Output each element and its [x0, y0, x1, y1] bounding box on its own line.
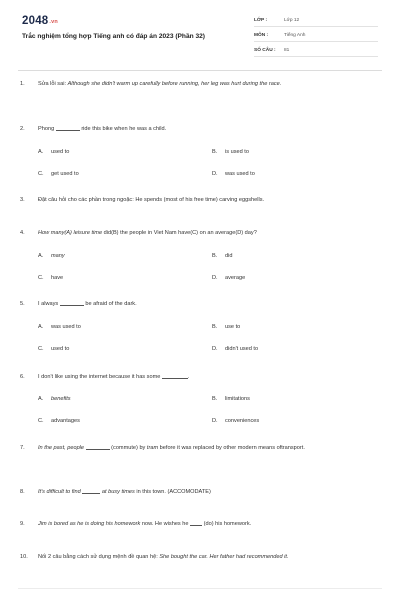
option-d[interactable]: D. conveniences	[212, 418, 260, 424]
question-6: 6. I don't like using the internet because it has some .	[20, 374, 190, 380]
question-8: 8. It's difficult to find at busy times in this town. (ACCOMODATE)	[20, 489, 211, 495]
page-cutoff-divider	[18, 588, 382, 589]
option-c[interactable]: C. get used to	[38, 171, 79, 177]
option-c[interactable]: C. advantages	[38, 418, 80, 424]
meta-subject: MÔN : Tiếng Anh	[254, 30, 378, 42]
question-5: 5. I always be afraid of the dark.	[20, 301, 137, 307]
question-7: 7. In the past, people (commute) by tram before it was replaced by other modern means oftransport.	[20, 445, 305, 451]
option-d[interactable]: D. was used to	[212, 171, 255, 177]
option-c[interactable]: C. used to	[38, 346, 70, 352]
page-header	[0, 0, 400, 66]
answer-blank	[190, 520, 202, 526]
question-2: 2. Phong ride this bike when he was a child.	[20, 126, 167, 132]
question-10: 10. Nối 2 câu bằng cách sử dụng mệnh đề quan hệ: She bought the car. Her father had recommended it.	[20, 554, 289, 560]
answer-blank	[86, 444, 110, 450]
question-1: 1. Sửa lỗi sai: Although she didn't warm up carefully before running, her leg was hurt during the race.	[20, 81, 282, 87]
option-b[interactable]: B. limitations	[212, 396, 250, 402]
option-a[interactable]: A. benefits	[38, 396, 71, 402]
question-9: 9. Jim is bored as he is doing his homework now. He wishes he (do) his homework.	[20, 521, 252, 527]
answer-blank	[60, 300, 84, 306]
meta-class: LỚP : Lớp 12	[254, 15, 378, 27]
option-c[interactable]: C. have	[38, 275, 64, 281]
option-d[interactable]: D. didn't used to	[212, 346, 259, 352]
option-a[interactable]: A. was used to	[38, 324, 81, 330]
meta-question-count: SỐ CÂU : 81	[254, 45, 378, 57]
answer-blank	[56, 125, 80, 131]
page-title: Trắc nghiệm tổng hợp Tiếng anh có đáp án 2023 (Phần 32)	[22, 33, 205, 40]
option-b[interactable]: B. did	[212, 253, 233, 259]
header-divider	[18, 70, 382, 71]
option-b[interactable]: B. is used to	[212, 149, 249, 155]
answer-blank	[162, 373, 188, 379]
site-logo[interactable]: 2048.vn	[22, 15, 58, 27]
question-3: 3. Đặt câu hỏi cho các phần trong ngoặc: He spends (most of his free time) carving eggshells.	[20, 197, 265, 203]
option-d[interactable]: D. average	[212, 275, 246, 281]
option-b[interactable]: B. use to	[212, 324, 241, 330]
answer-blank	[82, 488, 100, 494]
option-a[interactable]: A. many	[38, 253, 65, 259]
option-a[interactable]: A. used to	[38, 149, 70, 155]
question-4: 4. How many(A) leisure time did(B) the people in Viet Nam have(C) on an average(D) day?	[20, 230, 257, 236]
